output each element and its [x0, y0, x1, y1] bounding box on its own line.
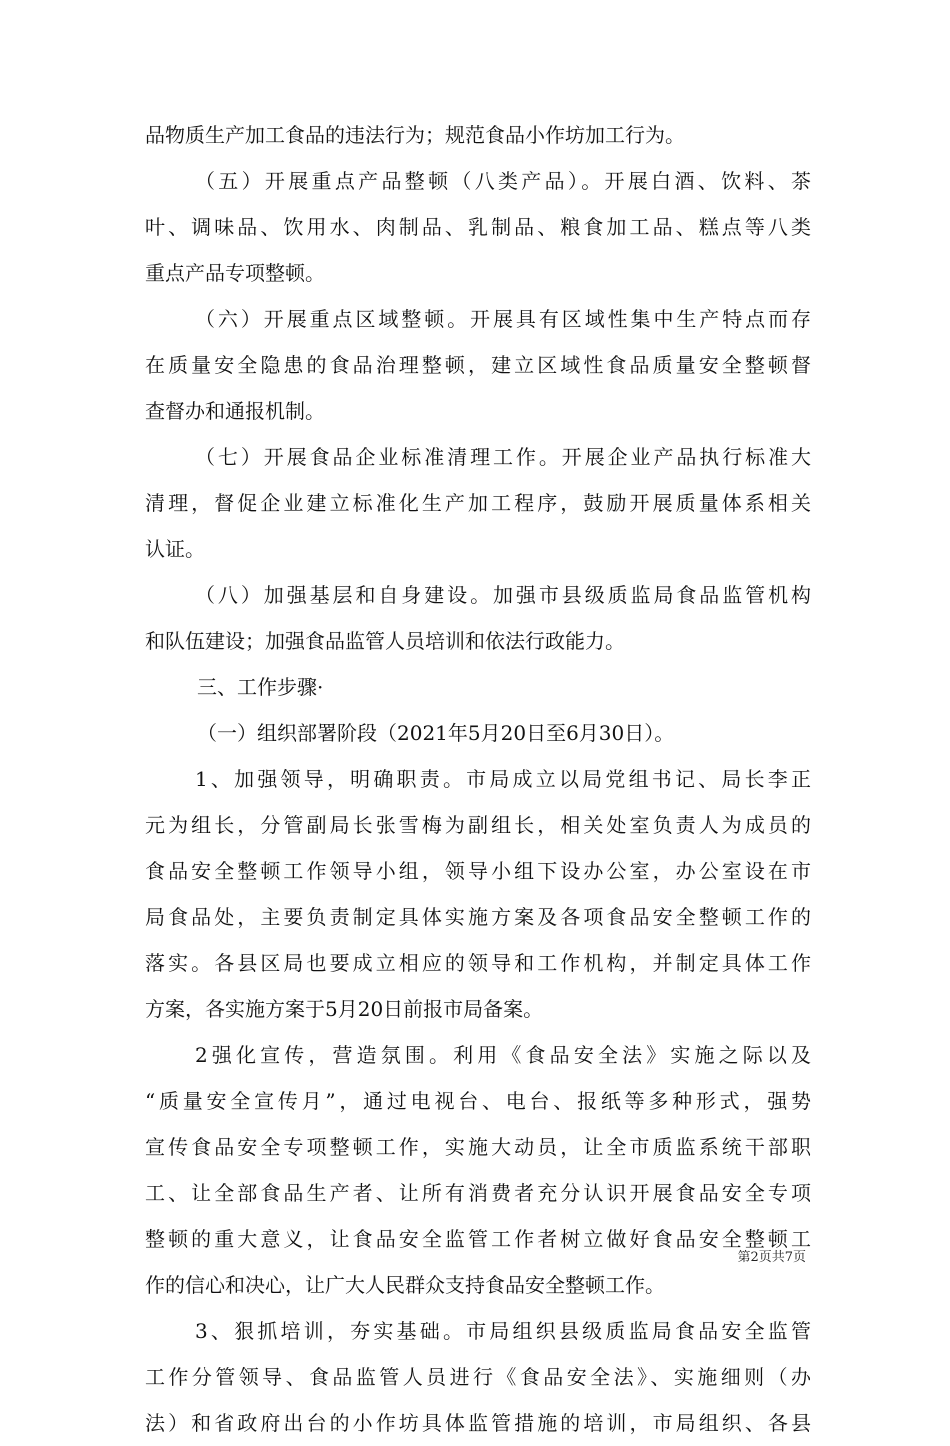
page-number: 第2页共7页 [737, 1250, 806, 1265]
text-line: （一）组织部署阶段（2021年5月20日至6月30日）。 [197, 721, 675, 745]
paragraph [145, 756, 811, 1032]
text-line: 食品安全整顿工作领导小组，领导小组下设办公室，办公室设在市 [145, 859, 811, 883]
paragraph [145, 1308, 811, 1446]
text-line: 叶、调味品、饮用水、肉制品、乳制品、粮食加工品、糕点等八类 [145, 215, 811, 239]
text-line: 重点产品专项整顿。 [145, 261, 325, 285]
text-line: （八）加强基层和自身建设。加强市县级质监局食品监管机构 [195, 583, 811, 607]
document-body [145, 112, 811, 1446]
paragraph [145, 158, 811, 296]
text-line: 三、工作步骤· [197, 675, 324, 699]
text-line: 清理，督促企业建立标准化生产加工程序，鼓励开展质量体系相关 [145, 491, 811, 515]
text-line: 法）和省政府出台的小作坊具体监管措施的培训，市局组织、各县 [145, 1411, 811, 1435]
text-line: 作的信心和决心，让广大人民群众支持食品安全整顿工作。 [145, 1273, 665, 1297]
text-line: 查督办和通报机制。 [145, 399, 325, 423]
text-line: 工作分管领导、食品监管人员进行《食品安全法》、实施细则（办 [145, 1365, 811, 1389]
text-line: 元为组长，分管副局长张雪梅为副组长，相关处室负责人为成员的 [145, 813, 811, 837]
text-line: 1、加强领导，明确职责。市局成立以局党组书记、局长李正 [195, 767, 811, 791]
text-line: 2强化宣传，营造氛围。利用《食品安全法》实施之际以及 [195, 1043, 811, 1067]
subsection-heading [145, 710, 811, 756]
text-line: 和队伍建设；加强食品监管人员培训和依法行政能力。 [145, 629, 625, 653]
text-line: 认证。 [145, 537, 205, 561]
text-line: 品物质生产加工食品的违法行为；规范食品小作坊加工行为。 [145, 123, 685, 147]
paragraph [145, 572, 811, 664]
text-line: 工、让全部食品生产者、让所有消费者充分认识开展食品安全专项 [145, 1181, 811, 1205]
paragraph [145, 112, 811, 158]
section-heading [145, 664, 811, 710]
text-line: （七）开展食品企业标准清理工作。开展企业产品执行标准大 [195, 445, 811, 469]
text-line: 整顿的重大意义，让食品安全监管工作者树立做好食品安全整顿工 [145, 1227, 811, 1251]
text-line: （六）开展重点区域整顿。开展具有区域性集中生产特点而存 [195, 307, 811, 331]
text-line: 宣传食品安全专项整顿工作，实施大动员，让全市质监系统干部职 [145, 1135, 811, 1159]
paragraph [145, 434, 811, 572]
paragraph [145, 296, 811, 434]
text-line: “质量安全宣传月”，通过电视台、电台、报纸等多种形式，强势 [145, 1089, 811, 1113]
text-line: 3、狠抓培训，夯实基础。市局组织县级质监局食品安全监管 [195, 1319, 811, 1343]
text-line: （五）开展重点产品整顿（八类产品）。开展白酒、饮料、茶 [195, 169, 811, 193]
text-line: 在质量安全隐患的食品治理整顿，建立区域性食品质量安全整顿督 [145, 353, 811, 377]
text-line: 方案，各实施方案于5月20日前报市局备案。 [145, 997, 544, 1021]
text-line: 局食品处，主要负责制定具体实施方案及各项食品安全整顿工作的 [145, 905, 811, 929]
text-line: 落实。各县区局也要成立相应的领导和工作机构，并制定具体工作 [145, 951, 811, 975]
